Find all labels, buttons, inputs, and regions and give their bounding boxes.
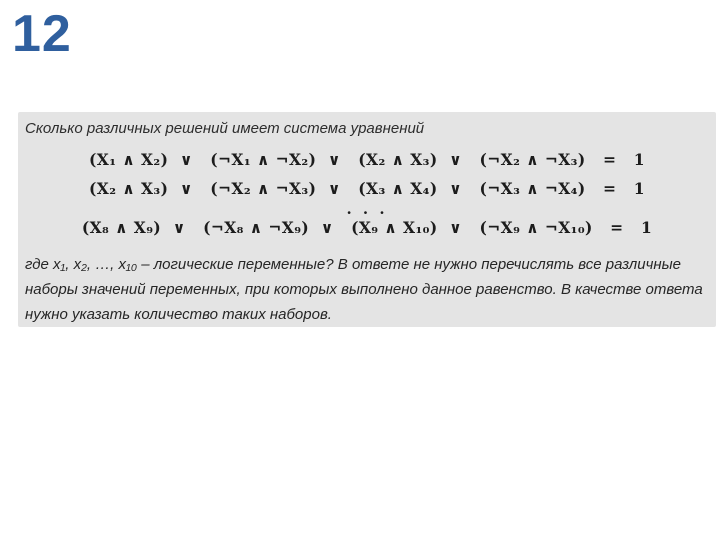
- equation-line-3: (X₈ ∧ X₉) ∨ (¬X₈ ∧ ¬X₉) ∨ (X₉ ∧ X₁₀) ∨ (¬X₉ ∧ ¬X₁₀) = 1: [81, 218, 653, 237]
- problem-question: [18, 252, 716, 327]
- equation-line-2: (X₂ ∧ X₃) ∨ (¬X₂ ∧ ¬X₃) ∨ (X₃ ∧ X₄) ∨ (¬X₃ ∧ ¬X₄) = 1: [89, 179, 645, 198]
- equation-line-1: (X₁ ∧ X₂) ∨ (¬X₁ ∧ ¬X₂) ∨ (X₂ ∧ X₃) ∨ (¬X₂ ∧ ¬X₃) = 1: [89, 150, 645, 169]
- problem-box: [18, 112, 716, 327]
- question-line-1: где x₁, x₂, …, x₁₀ – логические переменные? В ответе не нужно перечислять все различные: [25, 256, 682, 273]
- problem-intro: Сколько различных решений имеет система уравнений: [25, 120, 425, 137]
- question-line-3: нужно указать количество таких наборов.: [25, 306, 332, 323]
- equation-system: [18, 150, 716, 238]
- slide-number: 12: [12, 5, 72, 63]
- equation-ellipsis: . . .: [346, 200, 388, 218]
- question-line-2: наборы значений переменных, при которых выполнено данное равенство. В качестве ответа: [25, 281, 703, 298]
